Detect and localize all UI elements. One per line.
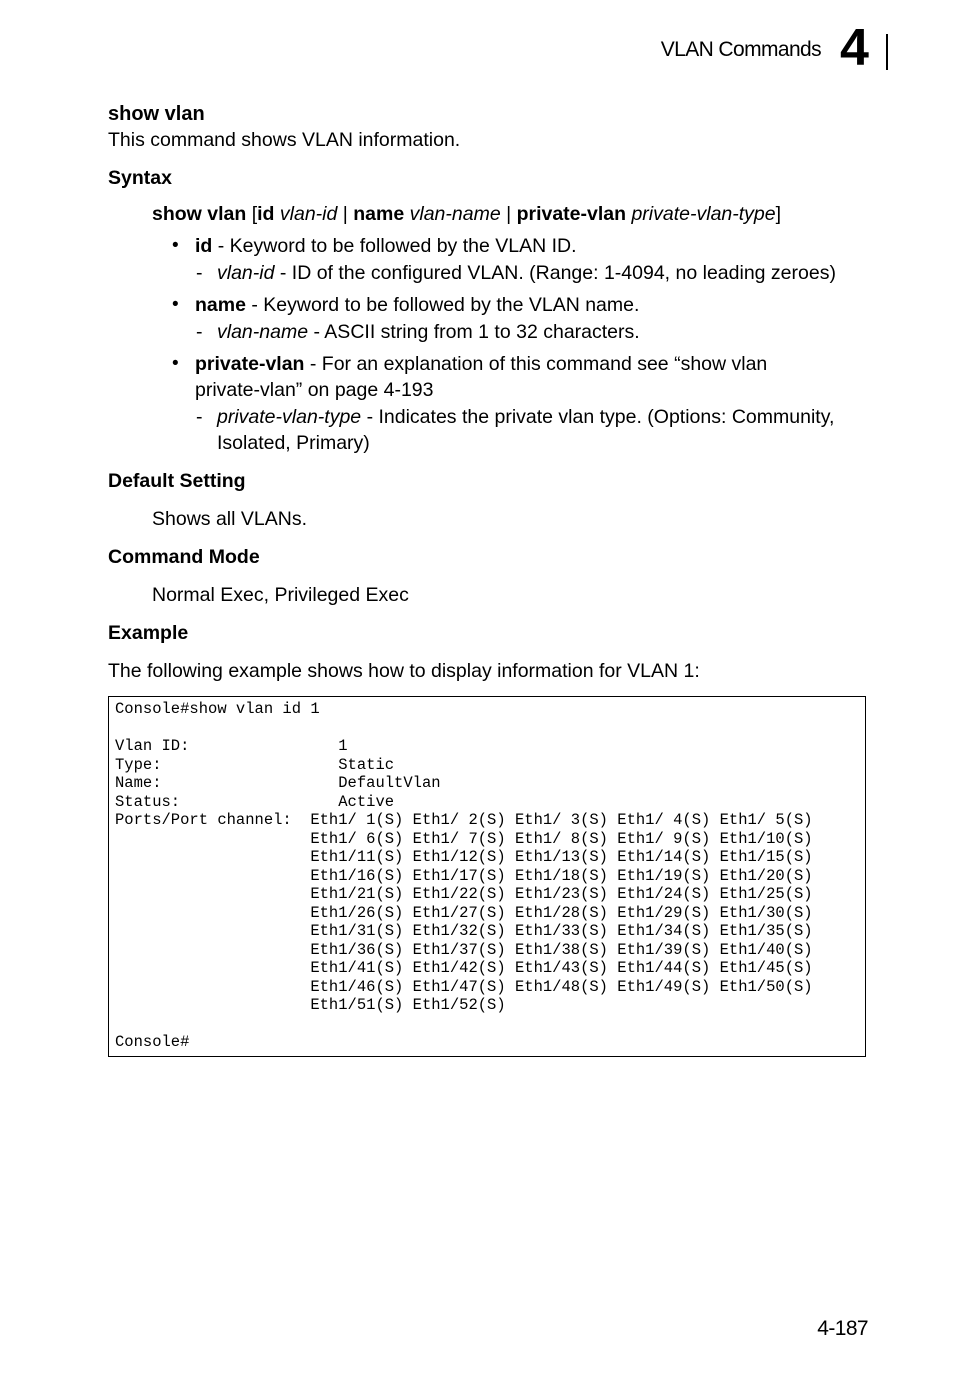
syntax-line: show vlan [id vlan-id | name vlan-name | private-vlan private-vlan-type] xyxy=(152,203,782,225)
example-code-box xyxy=(108,696,866,1057)
syntax-heading: Syntax xyxy=(108,167,172,189)
parameter-sub-item xyxy=(195,404,872,456)
header-divider xyxy=(886,34,888,70)
command-mode-heading: Command Mode xyxy=(108,546,260,568)
syntax-keyword-name: name xyxy=(353,203,405,225)
parameter-arg: private-vlan-type xyxy=(217,406,362,428)
syntax-keyword-private-vlan: private-vlan xyxy=(516,203,627,225)
parameter-item-name xyxy=(108,292,868,345)
syntax-arg-vlan-name: vlan-name xyxy=(404,203,501,225)
command-mode-text: Normal Exec, Privileged Exec xyxy=(152,584,409,606)
syntax-arg-vlan-id: vlan-id xyxy=(274,203,338,225)
parameter-arg-text: - ASCII string from 1 to 32 characters. xyxy=(308,321,640,343)
example-console-output: Console#show vlan id 1 Vlan ID: 1 Type: Static Name: DefaultVlan Status: Active Ports/Port channel: Eth1/ 1(S) Eth1/ 2(S) Eth1/ 3(S) Eth1/ 4(S) Eth1/ 5(S) Eth1/ 6(S) Eth1/ 7(S) Eth1/ 8(S) Eth1/ 9(S) Eth1/10(S) Eth1/11(S) Eth1/12(S) Eth1/13(S) Eth1/14(S) Eth1/15(S) Eth1/16(S) Eth1/17(S) Eth1/18(S) Eth1/19(S) Eth1/20(S) Eth1/21(S) Eth1/22(S) Eth1/23(S) Eth1/24(S) Eth1/25(S) Eth1/26(S) Eth1/27(S) Eth1/28(S) Eth1/29(S) Eth1/30(S) Eth1/31(S) Eth1/32(S) Eth1/33(S) Eth1/34(S) Eth1/35(S) Eth1/36(S) Eth1/37(S) Eth1/38(S) Eth1/39(S) Eth1/40(S) Eth1/41(S) Eth1/42(S) Eth1/43(S) Eth1/44(S) Eth1/45(S) Eth1/46(S) Eth1/47(S) Eth1/48(S) Eth1/49(S) Eth1/50(S) Eth1/51(S) Eth1/52(S) Console# xyxy=(115,700,813,1051)
parameter-text: - Keyword to be followed by the VLAN ID. xyxy=(212,235,577,257)
bullet-icon: • xyxy=(172,235,179,256)
example-intro: The following example shows how to display information for VLAN 1: xyxy=(108,660,700,682)
parameter-item-private-vlan xyxy=(108,351,868,456)
dash-icon: - xyxy=(196,406,203,428)
default-setting-text: Shows all VLANs. xyxy=(152,508,307,530)
syntax-keyword-id: id xyxy=(257,203,275,225)
parameter-sub-item xyxy=(195,260,868,286)
dash-icon: - xyxy=(196,321,203,343)
running-header-title: VLAN Commands xyxy=(660,38,821,61)
parameter-arg: vlan-name xyxy=(217,321,309,343)
parameter-list xyxy=(108,233,868,456)
parameter-arg-text: - Indicates the private vlan type. (Options: Community, Isolated, Primary) xyxy=(217,406,835,454)
parameter-arg-text: - ID of the configured VLAN. (Range: 1-4094, no leading zeroes) xyxy=(274,262,836,284)
command-description: This command shows VLAN information. xyxy=(108,129,461,151)
parameter-keyword: name xyxy=(195,294,246,316)
parameter-item-id xyxy=(108,233,868,286)
bullet-icon: • xyxy=(172,294,179,315)
example-heading: Example xyxy=(108,622,189,644)
dash-icon: - xyxy=(196,262,203,284)
parameter-arg: vlan-id xyxy=(217,262,275,284)
parameter-text: - For an explanation of this command see “show vlan private-vlan” on page 4-193 xyxy=(195,353,768,401)
syntax-arg-private-vlan-type: private-vlan-type xyxy=(626,203,776,225)
parameter-keyword: id xyxy=(195,235,213,257)
parameter-sub-item xyxy=(195,319,868,345)
page-number: 4-187 xyxy=(817,1317,868,1340)
chapter-number: 4 xyxy=(840,19,869,77)
bullet-icon: • xyxy=(172,353,179,374)
page-content xyxy=(108,101,868,1057)
command-heading: show vlan xyxy=(108,103,205,125)
parameter-text: - Keyword to be followed by the VLAN name. xyxy=(245,294,640,316)
default-setting-heading: Default Setting xyxy=(108,470,246,492)
parameter-keyword: private-vlan xyxy=(195,353,305,375)
syntax-command: show vlan xyxy=(152,203,247,225)
